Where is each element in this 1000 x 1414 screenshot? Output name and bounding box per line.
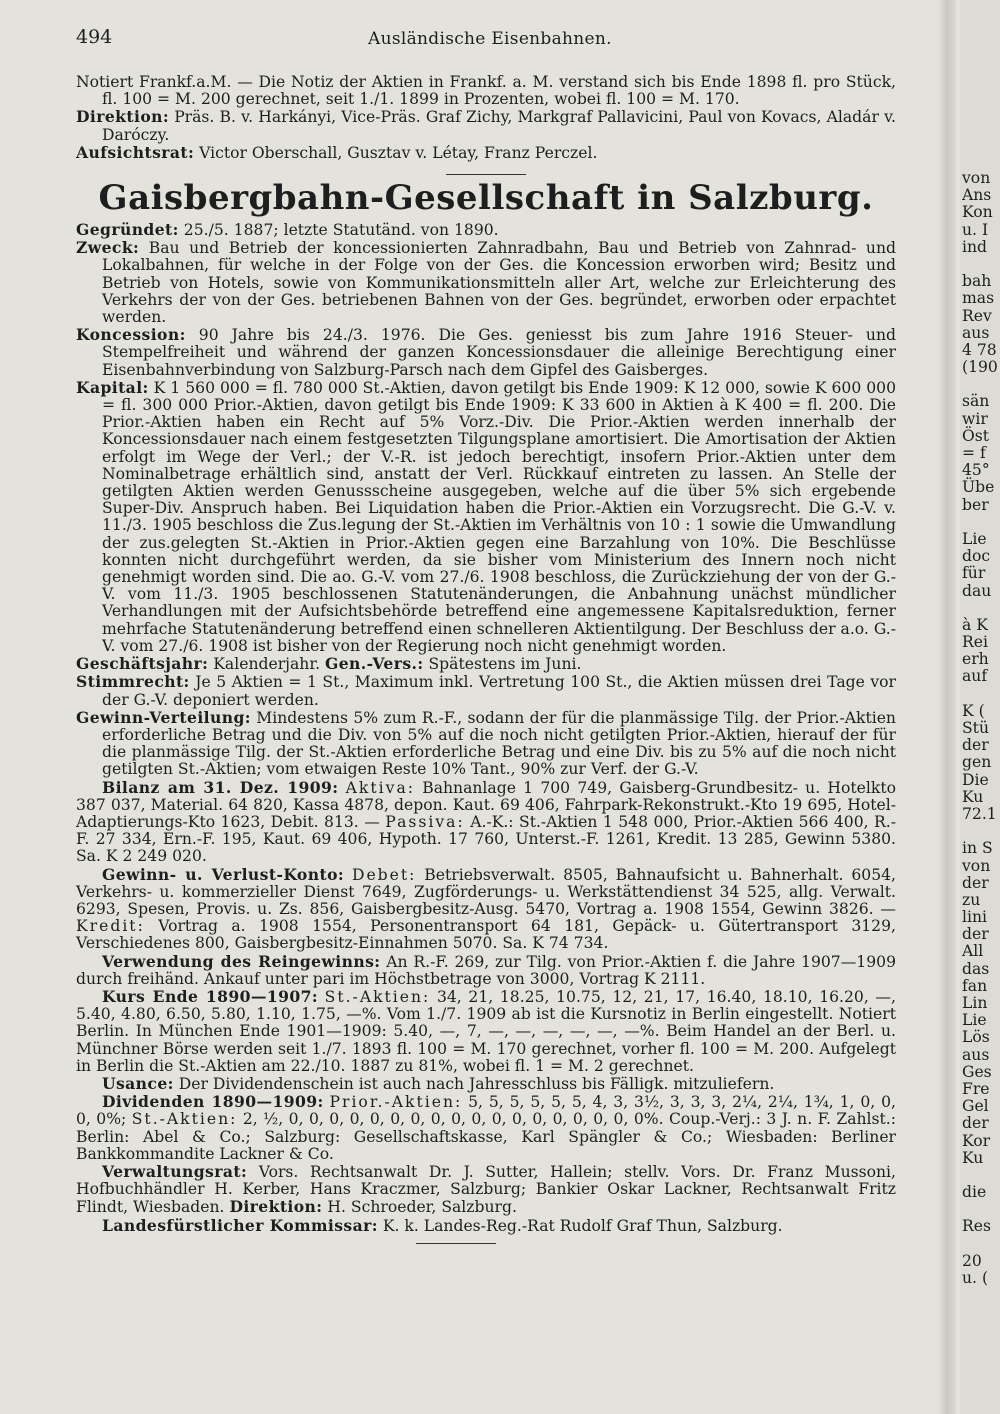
verwendung-label: Verwendung des Reingewinns: [102,951,381,971]
prev-notiert [76,74,896,108]
kommissar [76,1217,896,1235]
adjacent-line: sän [962,392,990,411]
adjacent-line: aus [962,1045,990,1064]
adjacent-line: à K [962,615,988,634]
adjacent-line: Ges [962,1062,992,1081]
gewinn-label: Gewinn-Verteilung: [76,707,251,727]
adjacent-line: Übe [962,478,995,497]
direktion-label: Direktion: [76,107,170,127]
direktion-text: Präs. B. v. Harkányi, Vice-Präs. Graf Zichy, Markgraf Pallavicini, Paul von Kovacs, Aladár v. Daróczy. [102,108,896,144]
adjacent-line [962,600,1000,617]
adjacent-line: Lös [962,1028,990,1047]
adjacent-line: zu [962,890,981,909]
adjacent-line: Rei [962,633,988,652]
kurs [76,988,896,1075]
koncession-label: Koncession: [76,325,186,345]
adjacent-line: Lie [962,1011,987,1030]
adjacent-line: (190 [962,358,998,377]
adjacent-line: bah [962,272,992,291]
geschaeftsjahr-text: Kalenderjahr. [213,655,321,674]
kapital [76,379,896,655]
kredit-label: Kredit: [76,917,145,936]
adjacent-line [962,1201,1000,1218]
adjacent-line: Kor [962,1131,991,1150]
adjacent-page-fragment [962,170,1000,1287]
adjacent-line [962,1167,1000,1184]
adjacent-line: erh [962,650,989,669]
kurs-label: Kurs Ende 1890—1907: [102,986,318,1006]
adjacent-line: von [962,170,991,187]
adjacent-line: wir [962,409,988,428]
adjacent-line: dau [962,581,992,600]
zweck-label: Zweck: [76,238,140,258]
kommissar-text: K. k. Landes-Reg.-Rat Rudolf Graf Thun, Salzburg. [382,1216,783,1235]
kurs-text: 34, 21, 18.25, 10.75, 12, 21, 17, 16.40, 18.10, 16.20, —, 5.40, 4.80, 6.50, 5.80, 1.10, 1.75, —%. Vom 1./7. 1909 ab ist die Kursnotiz in Berlin eingestellt. Notiert Berlin. In München Ende 1901—1909: 5.40, —, 7, —, —, —, —, —, —%. Beim Handel an der Berl. u. Münchner Börse werden seit 1./7. 1893 fl. 100 = M. 170 gerechnet, vorher fl. 100 = M. 200. Aufgelegt in Berlin die St.-Aktien am 22./10. 1887 zu 81%, wobei fl. 1 = M. 2 gerechnet. [76,987,896,1075]
adjacent-line: K ( [962,701,985,720]
zweck-text: Bau und Betrieb der koncessionierten Zahnradbahn, Bau und Betrieb von Zahnrad- und Lokalbahnen, für welche in der Folge von der Ges. die Koncession erworben wird; Besitz und Betrieb von Hotels, sowie von Kommunikationsmitteln aller Art, welche zur Erleichterung des Verkehrs der von der Ges. betriebenen Bahnen von der Ges. begründet, erworben oder erpachtet werden. [102,239,896,327]
koncession [76,326,896,379]
stimmrecht-label: Stimmrecht: [76,672,190,692]
adjacent-line: von [962,856,991,875]
guv [76,866,896,953]
adjacent-line: fan [962,976,988,995]
gegruendet-label: Gegründet: [76,220,179,240]
dividenden [76,1093,896,1163]
company-title: Gaisbergbahn-Gesellschaft in Salzburg. [98,178,874,219]
adjacent-line: das [962,959,990,978]
adjacent-line [962,376,1000,393]
kommissar-label: Landesfürstlicher Kommissar: [102,1215,378,1235]
dividenden-st-text: 2, ½, 0, 0, 0, 0, 0, 0, 0, 0, 0, 0, 0, 0, 0, 0, 0, 0, 0, 0%. Coup.-Verj.: 3 J. n. F. Zahlst.: Berlin: Abel & Co.; Salzburg: Gesellschaftskasse, Karl Spängler & Co.; Wiesbaden: Berliner Bankkommandite Lackner & Co. [76,1110,897,1163]
adjacent-line: lini [962,908,988,927]
adjacent-line: 72.1 [962,804,997,823]
adjacent-line: Ku [962,787,984,806]
debet-label: Debet: [351,865,417,884]
adjacent-line: Kon [962,203,993,222]
adjacent-line: in S [962,839,993,858]
adjacent-line: Die [962,770,989,789]
kapital-label: Kapital: [76,377,149,397]
adjacent-line: Gel [962,1097,989,1116]
running-title: Ausländische Eisenbahnen. [368,29,612,49]
adjacent-line: auf [962,667,988,686]
company-direktion-text: H. Schroeder, Salzburg. [327,1198,517,1217]
end-divider [416,1243,496,1244]
notiert-label: Notiert Frankf.a.M. [76,73,232,91]
koncession-text: 90 Jahre bis 24./3. 1976. Die Ges. geniesst bis zum Jahre 1916 Steuer- und Stempelfreiheit und während der ganzen Koncessionsdauer die alleinige Berechtigung einer Eisenbahnverbindung von Salzburg-Parsch nach dem Gipfel des Gaisberges. [102,326,896,379]
zweck [76,239,896,326]
adjacent-line: = f [962,444,986,462]
stimmrecht-text: Je 5 Aktien = 1 St., Maximum inkl. Vertretung 100 St., die Aktien müssen drei Tage vor der G.-V. deponiert werden. [102,673,896,709]
passiva-text: A.-K.: St.-Aktien 1 548 000, Prior.-Aktien 566 400, R.-F. 27 334, Ern.-F. 195, Kaut. 69 406, Hypoth. 17 760, Unterst.-F. 1261, Kredit. 13 285, Gewinn 5380. Sa. K 2 249 020. [76,812,896,866]
page-number: 494 [76,26,113,48]
kredit-text: Vortrag a. 1908 1554, Personentransport 64 181, Gepäck- u. Gütertransport 3129, Verschiedenes 800, Gaisbergbesitz-Einnahmen 5070. Sa. K 74 734. [76,917,896,953]
kapital-text: K 1 560 000 = fl. 780 000 St.-Aktien, davon getilgt bis Ende 1909: K 12 000, sowie K 600 000 = fl. 300 000 Prior.-Aktien, davon getilgt bis Ende 1909: K 33 600 in Aktien à K 400 = fl. 200. Die Prior.-Aktien haben ein Recht auf 5% Vorz.-Div. Die Prior.-Aktien werden innerhalb der Koncessionsdauer nach einem festgesetzten Tilgungsplane amortisiert. Die Amortisation der Aktien erfolgt im Wege der Verl.; der V.-R. ist jedoch berechtigt, insofern Prior.-Aktien unter dem Nominalbetrage erhältlich sind, anstatt der Verl. Rückkauf eintreten zu lassen. An Stelle der getilgten Aktien werden Genussscheine ausgegeben, welche auf die über 5% sich ergebende Super-Div. Anspruch haben. Bei Liquidation haben die Prior.-Aktien ein Vorzugsrecht. Die G.-V. v. 11./3. 1905 beschloss die Zus.legung der St.-Aktien im Verhältnis von 10 : 1 sowie die Umwandlung der zus.gelegten St.-Aktien in Prior.-Aktien gegen eine Barzahlung von 10%. Die Beschlüsse konnten nicht durchgeführt werden, da sie bisher vom Ministerium des Innern noch nicht genehmigt worden sind. Die ao. G.-V. vom 27./6. 1908 beschloss, die Zurückziehung der von der G.-V. vom 11./3. 1905 beschlossenen Statutenänderungen, die Anbahnung unächst mündlicher Verhandlungen mit der Aufsichtsbehörde betreffend eine angemessene Kapitalsreduktion, ferner mehrfache Statutenänderung betreffend einen schnelleren Aktientilgung. Der Beschluss der a.o. G.-V. vom 27./6. 1908 ist bisher von der Regierung noch nicht genehmigt worden. [102,378,896,655]
gewinn-text: Mindestens 5% zum R.-F., sodann der für die planmässige Tilg. der Prior.-Aktien erforderliche Betrag und die Div. von 5% auf die noch nicht getilgten Prior.-Aktien, hierauf der für die planmässige Tilg. der St.-Aktien erforderliche Betrag und eine Div. bis zu 5% auf die noch nicht getilgten St.-Aktien; vom etwaigen Reste 10% Tant., 90% zur Verf. der G.-V. [102,708,896,779]
geschaeftsjahr [76,655,896,673]
gewinn-verteilung [76,709,896,779]
bilanz-label: Bilanz am 31. Dez. 1909: [102,777,339,797]
genvers-text: Spätestens im Juni. [428,655,582,674]
adjacent-line: der [962,1114,989,1133]
genvers-label: Gen.-Vers.: [325,654,424,674]
adjacent-line: die [962,1183,987,1202]
adjacent-line: Lin [962,994,988,1012]
stimmrecht [76,673,896,708]
adjacent-line: u. I [962,220,989,239]
adjacent-line: doc [962,547,991,566]
adjacent-line: 4 78 [962,340,997,359]
prev-direktion [76,108,896,143]
page-header [76,26,896,56]
adjacent-line: All [962,942,984,961]
usance [76,1075,896,1093]
aktiva-label: Aktiva: [345,778,415,797]
gegruendet [76,221,896,239]
bilanz [76,779,896,866]
verwendung-text: An R.-F. 269, zur Tilg. von Prior.-Aktien f. die Jahre 1907—1909 durch freihänd. Ankauf unter pari im Höchstbetrage von 3000, Vortrag K 2111. [76,952,896,988]
adjacent-line [962,823,1000,840]
dividenden-label: Dividenden 1890—1909: [102,1092,324,1112]
adjacent-line: Öst [962,426,990,445]
main-column [76,74,896,1244]
verwaltungsrat [76,1163,896,1217]
adjacent-line: ber [962,495,989,514]
usance-text: Der Dividendenschein ist auch nach Jahresschluss bis Fälligk. mitzuliefern. [178,1074,775,1093]
aktiva-text: Bahnanlage 1 700 749, Gaisberg-Grundbesitz- u. Hotelkto 387 037, Material. 64 820, Kassa 4878, depon. Kaut. 69 406, Fahrpark-Rekonstrukt.-Kto 19 695, Hotel-Adaptierungs-Kto 1623, Debit. 813. — [76,778,896,831]
prev-aufsichtsrat [76,144,896,162]
adjacent-line [962,686,1000,703]
adjacent-line: 20 [962,1251,982,1270]
dividenden-prior-text: 5, 5, 5, 5, 5, 5, 4, 3, 3½, 3, 3, 3, 2¼, 2¼, 1¾, 1, 0, 0, 0, 0%; [76,1093,896,1129]
adjacent-line: 45° [962,461,990,480]
adjacent-line: für [962,564,986,583]
aufsichtsrat-label: Aufsichtsrat: [76,142,195,162]
company-direktion-label: Direktion: [229,1197,323,1217]
adjacent-line [962,256,1000,273]
adjacent-line: der [962,925,989,944]
adjacent-line: mas [962,289,995,308]
dividenden-st-label: St.-Aktien: [131,1110,238,1129]
adjacent-line: Fre [962,1079,990,1098]
aufsichtsrat-text: Victor Oberschall, Gusztav v. Létay, Franz Perczel. [199,143,598,162]
passiva-label: Passiva: [385,812,465,831]
adjacent-line: u. ( [962,1269,989,1287]
adjacent-line: Stü [962,719,989,737]
notiert-text: — Die Notiz der Aktien in Frankf. a. M. verstand sich bis Ende 1898 fl. pro Stück, fl. 100 = M. 200 gerechnet, seit 1./1. 1899 in Prozenten, wobei fl. 100 = M. 170. [102,73,896,109]
dividenden-prior-label: Prior.-Aktien: [329,1093,463,1112]
usance-label: Usance: [102,1073,174,1093]
kurs-st-label: St.-Aktien: [324,987,431,1006]
adjacent-line: Ku [962,1148,984,1167]
verwendung [76,953,896,988]
adjacent-line: ind [962,237,988,256]
adjacent-line: der [962,736,989,755]
verwaltungsrat-text: Vors. Rechtsanwalt Dr. J. Sutter, Hallein; stellv. Vors. Dr. Franz Mussoni, Hofbuchhändler H. Kerber, Hans Kraczmer, Salzburg; Bankier Oskar Lackner, Rechtsanwalt Fritz Flindt, Wiesbaden. [76,1162,896,1217]
adjacent-line: Lie [962,529,987,548]
geschaeftsjahr-label: Geschäftsjahr: [76,654,209,674]
gegruendet-text: 25./5. 1887; letzte Statutänd. von 1890. [183,221,499,240]
section-divider [446,174,526,175]
debet-text: Betriebsverwalt. 8505, Bahnaufsicht u. Bahnerhalt. 6054, Verkehrs- u. kommerzieller Dienst 7649, Zugförderungs- u. Werkstättendienst 34 525, allg. Verwalt. 6293, Spesen, Provis. u. Zs. 856, Gaisbergbesitz-Ausg. 5470, Vortrag a. 1908 1554, Gewinn 3826. — [76,865,896,918]
adjacent-line: der [962,873,989,892]
verwaltungsrat-label: Verwaltungsrat: [102,1161,248,1181]
adjacent-line: aus [962,323,990,342]
adjacent-line: gen [962,753,992,772]
adjacent-line [962,514,1000,531]
adjacent-line: Res [962,1217,991,1236]
adjacent-line [962,1236,1000,1253]
guv-label: Gewinn- u. Verlust-Konto: [102,864,345,884]
adjacent-line: Ans [962,186,992,205]
adjacent-line: Rev [962,306,992,325]
book-gutter [938,0,956,1414]
